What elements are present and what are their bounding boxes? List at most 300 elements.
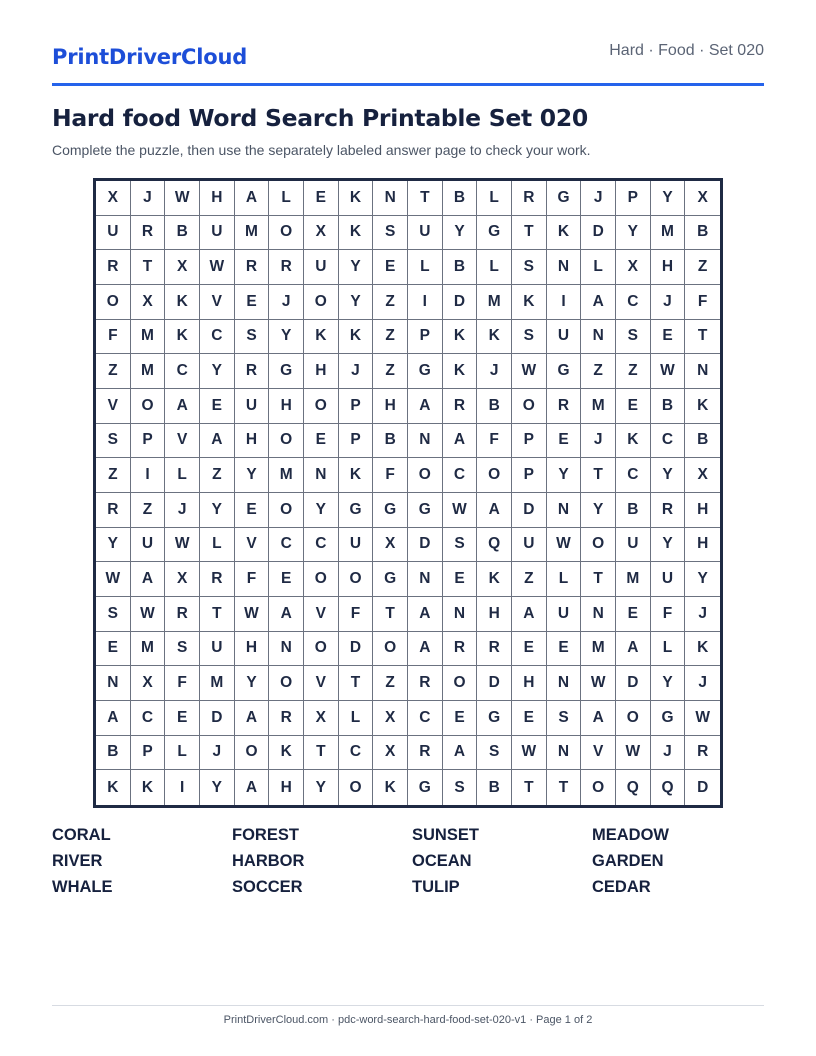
grid-cell[interactable]: O	[304, 389, 339, 424]
grid-cell[interactable]: O	[304, 285, 339, 320]
grid-cell[interactable]: E	[547, 632, 582, 667]
grid-cell[interactable]: N	[443, 597, 478, 632]
grid-cell[interactable]: X	[373, 736, 408, 771]
grid-cell[interactable]: A	[200, 424, 235, 459]
grid-cell[interactable]: P	[339, 389, 374, 424]
grid-cell[interactable]: E	[304, 181, 339, 216]
grid-cell[interactable]: C	[339, 736, 374, 771]
grid-cell[interactable]: R	[131, 216, 166, 251]
grid-cell[interactable]: E	[512, 632, 547, 667]
grid-cell[interactable]: X	[616, 250, 651, 285]
grid-cell[interactable]: G	[339, 493, 374, 528]
grid-cell[interactable]: B	[685, 216, 720, 251]
grid-cell[interactable]: A	[512, 597, 547, 632]
grid-cell[interactable]: D	[339, 632, 374, 667]
grid-cell[interactable]: H	[269, 389, 304, 424]
grid-cell[interactable]: C	[408, 701, 443, 736]
grid-cell[interactable]: O	[443, 666, 478, 701]
grid-cell[interactable]: J	[685, 597, 720, 632]
grid-cell[interactable]: N	[373, 181, 408, 216]
grid-cell[interactable]: B	[165, 216, 200, 251]
grid-cell[interactable]: I	[408, 285, 443, 320]
grid-cell[interactable]: K	[616, 424, 651, 459]
grid-cell[interactable]: S	[547, 701, 582, 736]
grid-cell[interactable]: H	[651, 250, 686, 285]
grid-cell[interactable]: O	[616, 701, 651, 736]
grid-cell[interactable]: K	[443, 354, 478, 389]
grid-cell[interactable]: G	[373, 562, 408, 597]
grid-cell[interactable]: W	[512, 354, 547, 389]
grid-cell[interactable]: Y	[651, 458, 686, 493]
grid-cell[interactable]: B	[685, 424, 720, 459]
grid-cell[interactable]: E	[547, 424, 582, 459]
grid-cell[interactable]: A	[408, 597, 443, 632]
grid-cell[interactable]: W	[443, 493, 478, 528]
grid-cell[interactable]: Q	[651, 770, 686, 805]
grid-cell[interactable]: E	[616, 389, 651, 424]
grid-cell[interactable]: W	[131, 597, 166, 632]
grid-cell[interactable]: N	[269, 632, 304, 667]
grid-cell[interactable]: W	[651, 354, 686, 389]
grid-cell[interactable]: F	[685, 285, 720, 320]
grid-cell[interactable]: U	[512, 528, 547, 563]
grid-cell[interactable]: R	[685, 736, 720, 771]
grid-cell[interactable]: J	[131, 181, 166, 216]
grid-cell[interactable]: X	[685, 181, 720, 216]
grid-cell[interactable]: L	[477, 181, 512, 216]
grid-cell[interactable]: J	[477, 354, 512, 389]
grid-cell[interactable]: B	[373, 424, 408, 459]
grid-cell[interactable]: T	[547, 770, 582, 805]
grid-cell[interactable]: A	[269, 597, 304, 632]
grid-cell[interactable]: C	[165, 354, 200, 389]
grid-cell[interactable]: K	[131, 770, 166, 805]
grid-cell[interactable]: A	[408, 389, 443, 424]
grid-cell[interactable]: X	[165, 250, 200, 285]
grid-cell[interactable]: Z	[373, 285, 408, 320]
grid-cell[interactable]: S	[373, 216, 408, 251]
grid-cell[interactable]: J	[581, 181, 616, 216]
grid-cell[interactable]: Y	[339, 250, 374, 285]
grid-cell[interactable]: L	[477, 250, 512, 285]
grid-cell[interactable]: R	[165, 597, 200, 632]
grid-cell[interactable]: J	[651, 285, 686, 320]
grid-cell[interactable]: B	[477, 389, 512, 424]
grid-cell[interactable]: Z	[373, 320, 408, 355]
grid-cell[interactable]: M	[477, 285, 512, 320]
grid-cell[interactable]: K	[165, 320, 200, 355]
grid-cell[interactable]: I	[547, 285, 582, 320]
grid-cell[interactable]: K	[339, 320, 374, 355]
grid-cell[interactable]: K	[547, 216, 582, 251]
grid-cell[interactable]: Z	[581, 354, 616, 389]
grid-cell[interactable]: K	[477, 320, 512, 355]
grid-cell[interactable]: A	[131, 562, 166, 597]
grid-cell[interactable]: K	[443, 320, 478, 355]
grid-cell[interactable]: K	[512, 285, 547, 320]
grid-cell[interactable]: H	[235, 424, 270, 459]
grid-cell[interactable]: W	[96, 562, 131, 597]
grid-cell[interactable]: U	[200, 632, 235, 667]
grid-cell[interactable]: K	[165, 285, 200, 320]
grid-cell[interactable]: W	[685, 701, 720, 736]
grid-cell[interactable]: Y	[304, 493, 339, 528]
grid-cell[interactable]: R	[96, 493, 131, 528]
grid-cell[interactable]: M	[616, 562, 651, 597]
grid-cell[interactable]: O	[408, 458, 443, 493]
grid-cell[interactable]: U	[547, 597, 582, 632]
grid-cell[interactable]: C	[131, 701, 166, 736]
grid-cell[interactable]: K	[269, 736, 304, 771]
grid-cell[interactable]: Y	[616, 216, 651, 251]
grid-cell[interactable]: K	[304, 320, 339, 355]
grid-cell[interactable]: R	[408, 736, 443, 771]
grid-cell[interactable]: U	[304, 250, 339, 285]
grid-cell[interactable]: H	[235, 632, 270, 667]
grid-cell[interactable]: P	[512, 458, 547, 493]
grid-cell[interactable]: T	[581, 458, 616, 493]
grid-cell[interactable]: Z	[616, 354, 651, 389]
grid-cell[interactable]: O	[581, 528, 616, 563]
grid-cell[interactable]: I	[165, 770, 200, 805]
grid-cell[interactable]: O	[581, 770, 616, 805]
grid-cell[interactable]: F	[165, 666, 200, 701]
grid-cell[interactable]: A	[443, 424, 478, 459]
grid-cell[interactable]: W	[165, 181, 200, 216]
grid-cell[interactable]: J	[651, 736, 686, 771]
grid-cell[interactable]: K	[96, 770, 131, 805]
grid-cell[interactable]: N	[581, 597, 616, 632]
grid-cell[interactable]: Y	[581, 493, 616, 528]
grid-cell[interactable]: M	[200, 666, 235, 701]
grid-cell[interactable]: K	[477, 562, 512, 597]
grid-cell[interactable]: E	[165, 701, 200, 736]
grid-cell[interactable]: X	[131, 285, 166, 320]
grid-cell[interactable]: F	[96, 320, 131, 355]
grid-cell[interactable]: X	[373, 701, 408, 736]
grid-cell[interactable]: M	[581, 632, 616, 667]
grid-cell[interactable]: F	[373, 458, 408, 493]
grid-cell[interactable]: H	[685, 528, 720, 563]
grid-cell[interactable]: Z	[373, 666, 408, 701]
grid-cell[interactable]: N	[547, 666, 582, 701]
grid-cell[interactable]: E	[235, 493, 270, 528]
grid-cell[interactable]: E	[512, 701, 547, 736]
grid-cell[interactable]: H	[685, 493, 720, 528]
grid-cell[interactable]: A	[477, 493, 512, 528]
grid-cell[interactable]: V	[581, 736, 616, 771]
grid-cell[interactable]: G	[547, 181, 582, 216]
grid-cell[interactable]: Q	[616, 770, 651, 805]
grid-cell[interactable]: S	[616, 320, 651, 355]
grid-cell[interactable]: T	[408, 181, 443, 216]
grid-cell[interactable]: J	[269, 285, 304, 320]
grid-cell[interactable]: T	[131, 250, 166, 285]
grid-cell[interactable]: H	[200, 181, 235, 216]
grid-cell[interactable]: J	[581, 424, 616, 459]
grid-cell[interactable]: B	[443, 250, 478, 285]
grid-cell[interactable]: L	[269, 181, 304, 216]
grid-cell[interactable]: E	[200, 389, 235, 424]
grid-cell[interactable]: P	[408, 320, 443, 355]
grid-cell[interactable]: P	[131, 736, 166, 771]
grid-cell[interactable]: T	[512, 770, 547, 805]
grid-cell[interactable]: R	[96, 250, 131, 285]
grid-cell[interactable]: S	[165, 632, 200, 667]
grid-cell[interactable]: E	[269, 562, 304, 597]
grid-cell[interactable]: K	[339, 458, 374, 493]
grid-cell[interactable]: O	[477, 458, 512, 493]
grid-cell[interactable]: N	[685, 354, 720, 389]
grid-cell[interactable]: C	[304, 528, 339, 563]
grid-cell[interactable]: R	[547, 389, 582, 424]
grid-cell[interactable]: O	[512, 389, 547, 424]
grid-cell[interactable]: F	[235, 562, 270, 597]
grid-cell[interactable]: K	[339, 181, 374, 216]
grid-cell[interactable]: C	[651, 424, 686, 459]
grid-cell[interactable]: A	[408, 632, 443, 667]
grid-cell[interactable]: U	[131, 528, 166, 563]
grid-cell[interactable]: Z	[96, 354, 131, 389]
grid-cell[interactable]: S	[235, 320, 270, 355]
grid-cell[interactable]: Z	[373, 354, 408, 389]
grid-cell[interactable]: M	[581, 389, 616, 424]
grid-cell[interactable]: Y	[443, 216, 478, 251]
grid-cell[interactable]: J	[685, 666, 720, 701]
grid-cell[interactable]: E	[304, 424, 339, 459]
grid-cell[interactable]: S	[477, 736, 512, 771]
grid-cell[interactable]: G	[477, 701, 512, 736]
grid-cell[interactable]: R	[235, 250, 270, 285]
grid-cell[interactable]: Y	[96, 528, 131, 563]
grid-cell[interactable]: R	[200, 562, 235, 597]
grid-cell[interactable]: A	[443, 736, 478, 771]
grid-cell[interactable]: O	[304, 562, 339, 597]
grid-cell[interactable]: A	[616, 632, 651, 667]
grid-cell[interactable]: M	[235, 216, 270, 251]
grid-cell[interactable]: W	[200, 250, 235, 285]
grid-cell[interactable]: V	[304, 597, 339, 632]
grid-cell[interactable]: U	[547, 320, 582, 355]
grid-cell[interactable]: Y	[235, 458, 270, 493]
grid-cell[interactable]: E	[373, 250, 408, 285]
grid-cell[interactable]: Y	[200, 493, 235, 528]
grid-cell[interactable]: G	[477, 216, 512, 251]
grid-cell[interactable]: X	[685, 458, 720, 493]
grid-cell[interactable]: D	[512, 493, 547, 528]
grid-cell[interactable]: A	[581, 285, 616, 320]
grid-cell[interactable]: X	[373, 528, 408, 563]
grid-cell[interactable]: S	[512, 250, 547, 285]
grid-cell[interactable]: P	[512, 424, 547, 459]
grid-cell[interactable]: Z	[131, 493, 166, 528]
grid-cell[interactable]: G	[408, 493, 443, 528]
grid-cell[interactable]: D	[616, 666, 651, 701]
grid-cell[interactable]: D	[200, 701, 235, 736]
grid-cell[interactable]: O	[235, 736, 270, 771]
grid-cell[interactable]: A	[581, 701, 616, 736]
grid-cell[interactable]: T	[685, 320, 720, 355]
grid-cell[interactable]: A	[235, 770, 270, 805]
grid-cell[interactable]: O	[373, 632, 408, 667]
grid-cell[interactable]: P	[131, 424, 166, 459]
grid-cell[interactable]: E	[96, 632, 131, 667]
grid-cell[interactable]: J	[165, 493, 200, 528]
grid-cell[interactable]: N	[96, 666, 131, 701]
grid-cell[interactable]: L	[651, 632, 686, 667]
grid-cell[interactable]: F	[339, 597, 374, 632]
grid-cell[interactable]: Y	[651, 528, 686, 563]
grid-cell[interactable]: F	[477, 424, 512, 459]
grid-cell[interactable]: B	[616, 493, 651, 528]
grid-cell[interactable]: S	[96, 597, 131, 632]
grid-cell[interactable]: H	[512, 666, 547, 701]
grid-cell[interactable]: U	[96, 216, 131, 251]
grid-cell[interactable]: K	[373, 770, 408, 805]
grid-cell[interactable]: O	[96, 285, 131, 320]
grid-cell[interactable]: D	[477, 666, 512, 701]
grid-cell[interactable]: M	[131, 320, 166, 355]
grid-cell[interactable]: S	[512, 320, 547, 355]
grid-cell[interactable]: L	[547, 562, 582, 597]
grid-cell[interactable]: R	[512, 181, 547, 216]
grid-cell[interactable]: A	[96, 701, 131, 736]
grid-cell[interactable]: C	[616, 458, 651, 493]
grid-cell[interactable]: R	[651, 493, 686, 528]
grid-cell[interactable]: H	[373, 389, 408, 424]
grid-cell[interactable]: M	[131, 632, 166, 667]
grid-cell[interactable]: L	[581, 250, 616, 285]
grid-cell[interactable]: G	[269, 354, 304, 389]
grid-cell[interactable]: V	[165, 424, 200, 459]
grid-cell[interactable]: V	[304, 666, 339, 701]
grid-cell[interactable]: Z	[685, 250, 720, 285]
grid-cell[interactable]: Y	[200, 770, 235, 805]
grid-cell[interactable]: C	[269, 528, 304, 563]
grid-cell[interactable]: O	[339, 562, 374, 597]
grid-cell[interactable]: W	[616, 736, 651, 771]
grid-cell[interactable]: E	[443, 562, 478, 597]
grid-cell[interactable]: N	[408, 424, 443, 459]
grid-cell[interactable]: L	[165, 736, 200, 771]
grid-cell[interactable]: I	[131, 458, 166, 493]
grid-cell[interactable]: O	[269, 424, 304, 459]
grid-cell[interactable]: H	[269, 770, 304, 805]
grid-cell[interactable]: R	[443, 389, 478, 424]
grid-cell[interactable]: T	[373, 597, 408, 632]
grid-cell[interactable]: V	[200, 285, 235, 320]
grid-cell[interactable]: G	[547, 354, 582, 389]
grid-cell[interactable]: H	[477, 597, 512, 632]
grid-cell[interactable]: K	[339, 216, 374, 251]
grid-cell[interactable]: Z	[200, 458, 235, 493]
grid-cell[interactable]: A	[165, 389, 200, 424]
grid-cell[interactable]: S	[443, 770, 478, 805]
grid-cell[interactable]: O	[304, 632, 339, 667]
grid-cell[interactable]: N	[304, 458, 339, 493]
grid-cell[interactable]: G	[373, 493, 408, 528]
grid-cell[interactable]: E	[235, 285, 270, 320]
grid-cell[interactable]: R	[269, 250, 304, 285]
grid-cell[interactable]: W	[235, 597, 270, 632]
grid-cell[interactable]: U	[651, 562, 686, 597]
grid-cell[interactable]: R	[408, 666, 443, 701]
grid-cell[interactable]: R	[235, 354, 270, 389]
grid-cell[interactable]: X	[131, 666, 166, 701]
grid-cell[interactable]: Q	[477, 528, 512, 563]
grid-cell[interactable]: Y	[200, 354, 235, 389]
grid-cell[interactable]: A	[235, 701, 270, 736]
grid-cell[interactable]: E	[616, 597, 651, 632]
grid-cell[interactable]: M	[651, 216, 686, 251]
grid-cell[interactable]: K	[685, 389, 720, 424]
grid-cell[interactable]: O	[269, 666, 304, 701]
grid-cell[interactable]: L	[408, 250, 443, 285]
grid-cell[interactable]: O	[131, 389, 166, 424]
grid-cell[interactable]: Z	[96, 458, 131, 493]
grid-cell[interactable]: R	[269, 701, 304, 736]
grid-cell[interactable]: Y	[651, 666, 686, 701]
grid-cell[interactable]: X	[304, 701, 339, 736]
grid-cell[interactable]: D	[685, 770, 720, 805]
grid-cell[interactable]: X	[96, 181, 131, 216]
grid-cell[interactable]: O	[339, 770, 374, 805]
grid-cell[interactable]: Y	[304, 770, 339, 805]
grid-cell[interactable]: Y	[269, 320, 304, 355]
grid-cell[interactable]: P	[616, 181, 651, 216]
grid-cell[interactable]: Y	[651, 181, 686, 216]
grid-cell[interactable]: J	[200, 736, 235, 771]
grid-cell[interactable]: B	[477, 770, 512, 805]
grid-cell[interactable]: R	[443, 632, 478, 667]
grid-cell[interactable]: A	[235, 181, 270, 216]
grid-cell[interactable]: G	[408, 354, 443, 389]
grid-cell[interactable]: W	[165, 528, 200, 563]
grid-cell[interactable]: D	[581, 216, 616, 251]
grid-cell[interactable]: N	[408, 562, 443, 597]
grid-cell[interactable]: B	[651, 389, 686, 424]
grid-cell[interactable]: V	[96, 389, 131, 424]
grid-cell[interactable]: L	[339, 701, 374, 736]
grid-cell[interactable]: T	[339, 666, 374, 701]
grid-cell[interactable]: C	[443, 458, 478, 493]
grid-cell[interactable]: S	[443, 528, 478, 563]
grid-cell[interactable]: D	[443, 285, 478, 320]
grid-cell[interactable]: B	[443, 181, 478, 216]
grid-cell[interactable]: O	[269, 216, 304, 251]
grid-cell[interactable]: Y	[547, 458, 582, 493]
grid-cell[interactable]: W	[512, 736, 547, 771]
grid-cell[interactable]: L	[200, 528, 235, 563]
brand-logo[interactable]: PrintDriverCloud	[52, 45, 248, 69]
grid-cell[interactable]: D	[408, 528, 443, 563]
grid-cell[interactable]: E	[651, 320, 686, 355]
grid-cell[interactable]: S	[96, 424, 131, 459]
grid-cell[interactable]: O	[269, 493, 304, 528]
grid-cell[interactable]: C	[200, 320, 235, 355]
grid-cell[interactable]: M	[131, 354, 166, 389]
grid-cell[interactable]: G	[651, 701, 686, 736]
grid-cell[interactable]: N	[581, 320, 616, 355]
grid-cell[interactable]: U	[616, 528, 651, 563]
grid-cell[interactable]: T	[581, 562, 616, 597]
grid-cell[interactable]: W	[581, 666, 616, 701]
grid-cell[interactable]: W	[547, 528, 582, 563]
grid-cell[interactable]: U	[339, 528, 374, 563]
grid-cell[interactable]: L	[165, 458, 200, 493]
grid-cell[interactable]: N	[547, 736, 582, 771]
grid-cell[interactable]: K	[685, 632, 720, 667]
